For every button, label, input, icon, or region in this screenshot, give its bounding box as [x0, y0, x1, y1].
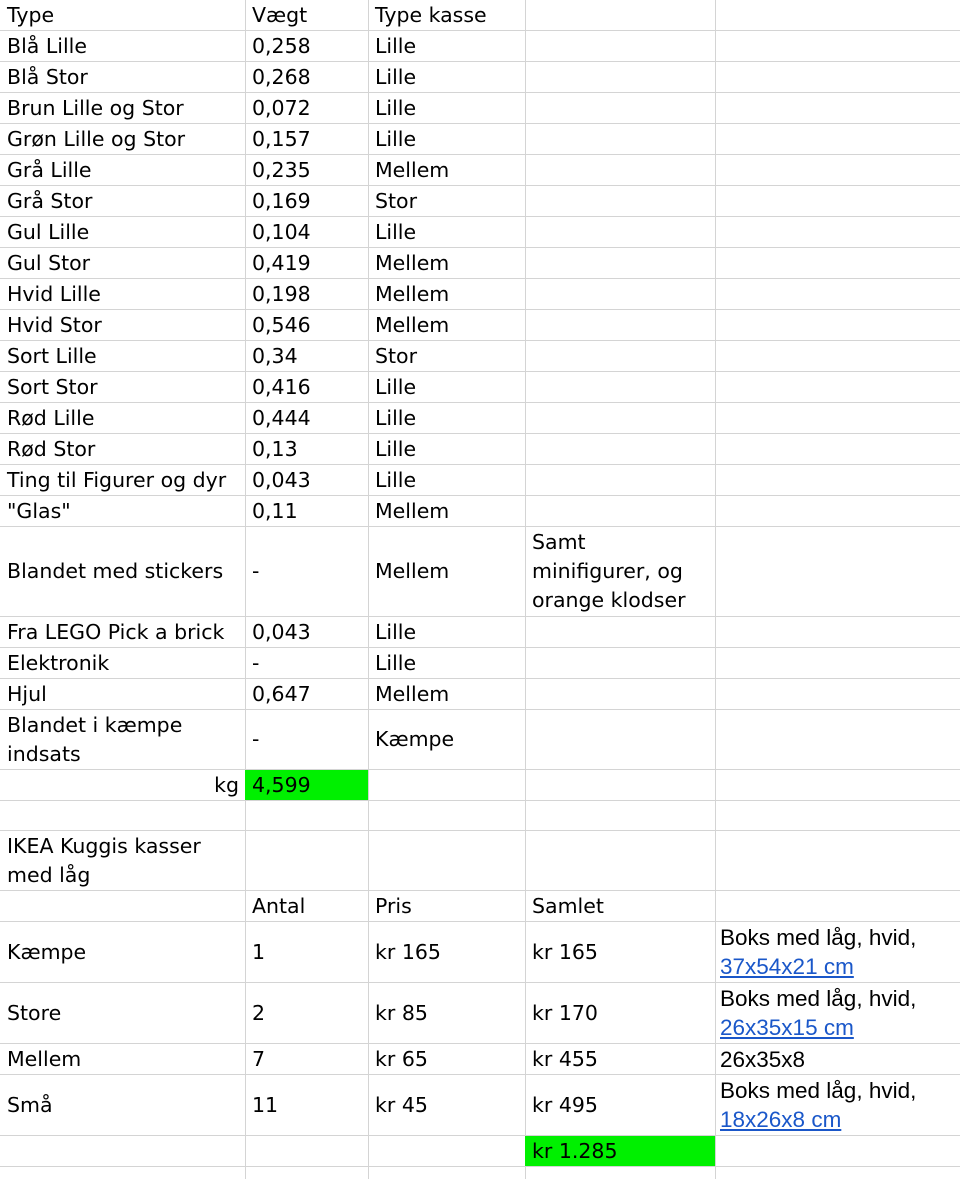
ikea-description [720, 1076, 916, 1134]
weight-cell-text: - [252, 727, 260, 751]
header-count[interactable] [245, 891, 368, 921]
ikea-size-cell[interactable] [0, 983, 245, 1043]
type-cell-text: "Glas" [7, 498, 71, 523]
weight-cell-text: - [252, 650, 260, 675]
weight-cell[interactable] [245, 679, 368, 709]
weight-cell[interactable] [245, 155, 368, 185]
box-type-cell[interactable] [368, 496, 525, 526]
header-box-type[interactable] [368, 0, 525, 30]
box-type-cell[interactable] [368, 341, 525, 371]
ikea-description-text: Boks med låg, hvid, [720, 925, 917, 950]
box-type-cell-text: Stor [375, 343, 418, 368]
ikea-title-text: IKEA Kuggis kasser med låg [7, 833, 201, 887]
type-cell[interactable] [0, 62, 245, 92]
type-cell[interactable] [0, 403, 245, 433]
box-type-cell[interactable] [368, 434, 525, 464]
weight-cell[interactable] [245, 279, 368, 309]
weight-cell-text: 0,13 [252, 436, 298, 461]
header-price-text: Pris [375, 893, 412, 918]
type-cell-text: Rød Stor [7, 436, 96, 461]
ikea-product-link[interactable]: 26x35x15 cm [720, 1015, 854, 1040]
ikea-total-cell[interactable] [525, 1075, 715, 1135]
ikea-title[interactable] [0, 831, 245, 890]
type-cell[interactable] [0, 617, 245, 647]
type-cell-text: Brun Lille og Stor [7, 95, 184, 120]
ikea-description-text: Boks med låg, hvid, [720, 1078, 917, 1103]
total-weight[interactable] [245, 770, 368, 800]
header-total-text: Samlet [532, 893, 604, 918]
box-type-cell[interactable] [368, 679, 525, 709]
weight-cell-text: 0,169 [252, 188, 311, 213]
ikea-count-cell[interactable] [245, 983, 368, 1043]
type-cell-text: Fra LEGO Pick a brick [7, 619, 225, 644]
total-weight-text: 4,599 [252, 772, 311, 797]
type-cell[interactable] [0, 710, 245, 769]
box-type-cell-text: Kæmpe [375, 727, 455, 751]
box-type-cell[interactable] [368, 372, 525, 402]
ikea-description [720, 923, 916, 981]
row-divider [0, 1135, 960, 1136]
box-type-cell-text: Mellem [375, 681, 450, 706]
box-type-cell-text: Mellem [375, 157, 450, 182]
box-type-cell-text: Lille [375, 374, 417, 399]
ikea-count-cell[interactable] [245, 1075, 368, 1135]
ikea-size-cell-text: Små [7, 1092, 53, 1117]
box-type-cell-text: Mellem [375, 559, 450, 583]
weight-cell[interactable] [245, 496, 368, 526]
weight-cell[interactable] [245, 403, 368, 433]
weight-cell-text: - [252, 559, 260, 583]
header-total[interactable] [525, 891, 715, 921]
ikea-price-cell[interactable] [368, 1044, 525, 1074]
box-type-cell[interactable] [368, 93, 525, 123]
weight-cell-text: 0,157 [252, 126, 311, 151]
weight-cell[interactable] [245, 310, 368, 340]
header-type-text: Type [7, 2, 55, 27]
ikea-description-text: Boks med låg, hvid, [720, 986, 917, 1011]
ikea-price-cell-text: kr 85 [375, 1000, 428, 1025]
type-cell[interactable] [0, 155, 245, 185]
weight-cell[interactable] [245, 527, 368, 616]
type-cell-text: Blandet med stickers [7, 559, 224, 583]
note-cell[interactable] [525, 527, 715, 616]
box-type-cell-text: Lille [375, 219, 417, 244]
ikea-description [720, 984, 916, 1042]
box-type-cell-text: Lille [375, 33, 417, 58]
box-type-cell[interactable] [368, 62, 525, 92]
type-cell[interactable] [0, 648, 245, 678]
type-cell-text: Ting til Figurer og dyr [7, 467, 227, 492]
weight-cell[interactable] [245, 341, 368, 371]
weight-cell-text: 0,235 [252, 157, 311, 182]
note-cell-text: Samt minifigurer, og orange klodser [532, 530, 686, 612]
ikea-description-cell[interactable] [715, 1044, 960, 1074]
type-cell[interactable] [0, 434, 245, 464]
box-type-cell[interactable] [368, 403, 525, 433]
ikea-price-cell-text: kr 165 [375, 939, 441, 964]
box-type-cell[interactable] [368, 310, 525, 340]
box-type-cell-text: Lille [375, 126, 417, 151]
box-type-cell-text: Mellem [375, 250, 450, 275]
ikea-size-cell[interactable] [0, 922, 245, 982]
box-type-cell-text: Stor [375, 188, 418, 213]
box-type-cell[interactable] [368, 155, 525, 185]
header-count-text: Antal [252, 893, 306, 918]
row-divider [0, 1166, 960, 1167]
weight-cell-text: 0,072 [252, 95, 311, 120]
box-type-cell-text: Lille [375, 436, 417, 461]
ikea-size-cell-text: Mellem [7, 1046, 82, 1071]
weight-cell-text: 0,11 [252, 498, 298, 523]
ikea-size-cell[interactable] [0, 1044, 245, 1074]
header-price[interactable] [368, 891, 525, 921]
ikea-price-cell-text: kr 65 [375, 1046, 428, 1071]
box-type-cell-text: Mellem [375, 498, 450, 523]
box-type-cell[interactable] [368, 217, 525, 247]
weight-cell[interactable] [245, 617, 368, 647]
box-type-cell[interactable] [368, 186, 525, 216]
weight-cell-text: 0,546 [252, 312, 311, 337]
box-type-cell[interactable] [368, 710, 525, 769]
type-cell-text: Rød Lille [7, 405, 95, 430]
weight-cell-text: 0,416 [252, 374, 311, 399]
ikea-count-cell-text: 7 [252, 1046, 266, 1071]
weight-cell[interactable] [245, 62, 368, 92]
header-box-type-text: Type kasse [375, 2, 487, 27]
type-cell[interactable] [0, 341, 245, 371]
box-type-cell-text: Mellem [375, 312, 450, 337]
box-type-cell[interactable] [368, 248, 525, 278]
weight-cell-text: 0,258 [252, 33, 311, 58]
weight-cell[interactable] [245, 710, 368, 769]
type-cell[interactable] [0, 186, 245, 216]
total-label-text: kg [214, 772, 239, 797]
ikea-size-cell-text: Kæmpe [7, 939, 87, 964]
weight-cell-text: 0,104 [252, 219, 311, 244]
ikea-description-cell[interactable] [715, 922, 960, 982]
box-type-cell[interactable] [368, 465, 525, 495]
type-cell-text: Hvid Stor [7, 312, 102, 337]
ikea-product-link[interactable]: 18x26x8 cm [720, 1107, 842, 1132]
type-cell-text: Sort Stor [7, 374, 98, 399]
type-cell[interactable] [0, 124, 245, 154]
type-cell[interactable] [0, 527, 245, 616]
weight-cell[interactable] [245, 648, 368, 678]
type-cell-text: Grøn Lille og Stor [7, 126, 186, 151]
weight-cell-text: 0,647 [252, 681, 311, 706]
ikea-description-cell[interactable] [715, 1075, 960, 1135]
type-cell-text: Blå Lille [7, 33, 87, 58]
box-type-cell[interactable] [368, 279, 525, 309]
type-cell-text: Blandet i kæmpe indsats [7, 712, 183, 766]
ikea-price-cell-text: kr 45 [375, 1092, 428, 1117]
box-type-cell[interactable] [368, 527, 525, 616]
weight-cell[interactable] [245, 248, 368, 278]
weight-cell-text: 0,198 [252, 281, 311, 306]
total-label[interactable] [0, 770, 245, 800]
weight-cell-text: 0,043 [252, 619, 311, 644]
weight-cell[interactable] [245, 217, 368, 247]
row-divider [0, 800, 960, 801]
ikea-description-cell[interactable] [715, 983, 960, 1043]
ikea-size-cell[interactable] [0, 1075, 245, 1135]
ikea-size-cell-text: Store [7, 1000, 62, 1025]
weight-cell-text: 0,043 [252, 467, 311, 492]
type-cell[interactable] [0, 93, 245, 123]
ikea-count-cell-text: 1 [252, 939, 266, 964]
type-cell[interactable] [0, 279, 245, 309]
type-cell-text: Grå Lille [7, 157, 92, 182]
ikea-total-cell[interactable] [525, 983, 715, 1043]
type-cell-text: Gul Stor [7, 250, 91, 275]
weight-cell[interactable] [245, 31, 368, 61]
ikea-total-cell-text: kr 165 [532, 939, 598, 964]
ikea-total-cell-text: kr 455 [532, 1046, 598, 1071]
box-type-cell[interactable] [368, 124, 525, 154]
grand-total[interactable] [525, 1136, 715, 1166]
ikea-product-link[interactable]: 37x54x21 cm [720, 954, 854, 979]
type-cell-text: Elektronik [7, 650, 110, 675]
ikea-count-cell[interactable] [245, 922, 368, 982]
box-type-cell-text: Lille [375, 405, 417, 430]
weight-cell[interactable] [245, 186, 368, 216]
type-cell[interactable] [0, 496, 245, 526]
ikea-total-cell-text: kr 495 [532, 1092, 598, 1117]
type-cell[interactable] [0, 465, 245, 495]
type-cell-text: Blå Stor [7, 64, 88, 89]
type-cell[interactable] [0, 217, 245, 247]
type-cell-text: Gul Lille [7, 219, 90, 244]
ikea-price-cell[interactable] [368, 983, 525, 1043]
ikea-count-cell-text: 2 [252, 1000, 266, 1025]
weight-cell[interactable] [245, 93, 368, 123]
ikea-total-cell[interactable] [525, 1044, 715, 1074]
ikea-total-cell-text: kr 170 [532, 1000, 598, 1025]
ikea-description [720, 1045, 805, 1074]
box-type-cell-text: Lille [375, 64, 417, 89]
box-type-cell[interactable] [368, 31, 525, 61]
ikea-count-cell[interactable] [245, 1044, 368, 1074]
box-type-cell-text: Lille [375, 467, 417, 492]
header-type[interactable] [0, 0, 245, 30]
header-weight-text: Vægt [252, 2, 308, 27]
weight-cell[interactable] [245, 434, 368, 464]
type-cell[interactable] [0, 372, 245, 402]
ikea-price-cell[interactable] [368, 922, 525, 982]
ikea-description-text: 26x35x8 [720, 1046, 806, 1072]
box-type-cell-text: Mellem [375, 281, 450, 306]
weight-cell-text: 0,34 [252, 343, 298, 368]
type-cell[interactable] [0, 310, 245, 340]
type-cell-text: Hvid Lille [7, 281, 101, 306]
ikea-price-cell[interactable] [368, 1075, 525, 1135]
box-type-cell-text: Lille [375, 95, 417, 120]
box-type-cell[interactable] [368, 617, 525, 647]
type-cell-text: Grå Stor [7, 188, 93, 213]
header-weight[interactable] [245, 0, 368, 30]
ikea-total-cell[interactable] [525, 922, 715, 982]
box-type-cell-text: Lille [375, 650, 417, 675]
weight-cell[interactable] [245, 372, 368, 402]
ikea-count-cell-text: 11 [252, 1092, 279, 1117]
grand-total-text: kr 1.285 [532, 1138, 618, 1163]
weight-cell-text: 0,268 [252, 64, 311, 89]
box-type-cell-text: Lille [375, 619, 417, 644]
type-cell[interactable] [0, 679, 245, 709]
box-type-cell[interactable] [368, 648, 525, 678]
type-cell[interactable] [0, 31, 245, 61]
weight-cell-text: 0,444 [252, 405, 311, 430]
weight-cell-text: 0,419 [252, 250, 311, 275]
type-cell-text: Sort Lille [7, 343, 97, 368]
type-cell[interactable] [0, 248, 245, 278]
weight-cell[interactable] [245, 124, 368, 154]
weight-cell[interactable] [245, 465, 368, 495]
type-cell-text: Hjul [7, 681, 47, 706]
